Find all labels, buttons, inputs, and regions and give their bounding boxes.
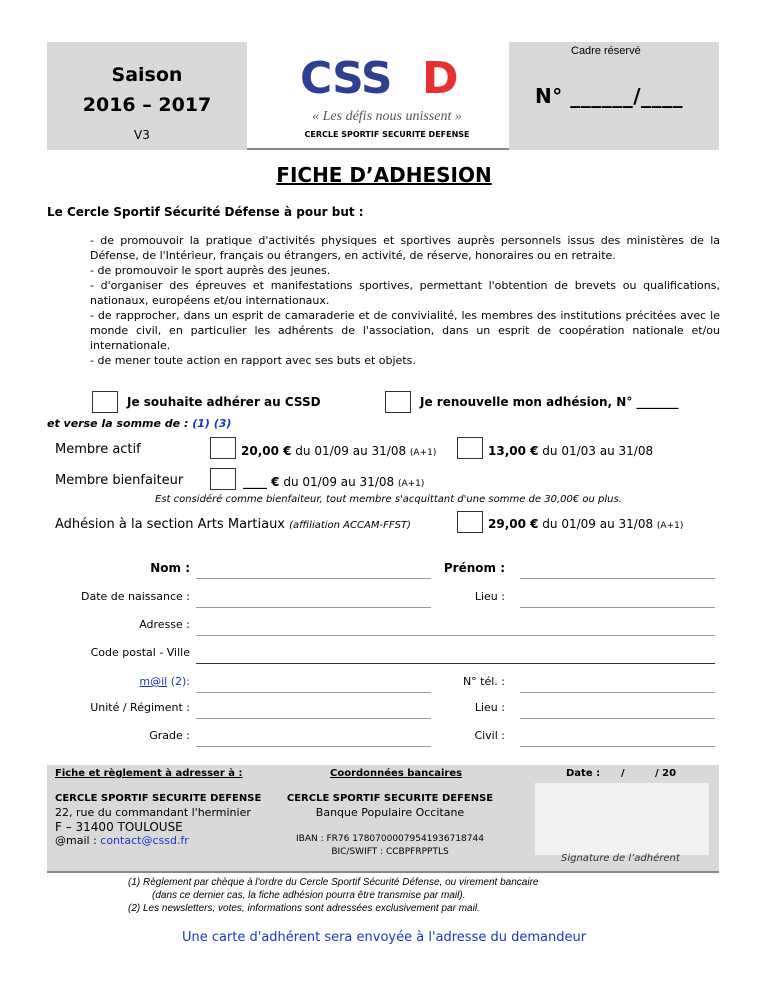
send-name: CERCLE SPORTIF SECURITE DEFENSE xyxy=(55,793,262,804)
send-mail-row xyxy=(55,834,261,848)
prenom-label: Prénom : xyxy=(443,561,505,575)
half-amount: 13,00 € xyxy=(488,444,539,458)
footnote-1: (1) Règlement par chèque à l'ordre du Cercle Sportif Sécurité Défense, ou virement bancaire xyxy=(128,877,539,888)
unit-field[interactable] xyxy=(196,718,431,719)
footnote-1b: (dans ce dernier cas, la fiche adhésion pourra être transmise par mail). xyxy=(152,890,466,901)
bank-holder: CERCLE SPORTIF SECURITE DEFENSE xyxy=(286,793,494,804)
benefactor-note: Est considéré comme bienfaiteur, tout membre s'acquittant d'une somme de 30,00€ ou plus. xyxy=(155,494,622,505)
renew-checkbox[interactable] xyxy=(385,391,411,413)
benefactor-period: du 01/09 au 31/08 xyxy=(279,475,398,489)
civil-field[interactable] xyxy=(520,746,715,747)
unit-place-field[interactable] xyxy=(520,718,715,719)
bank-header: Coordonnées bancaires xyxy=(330,768,463,779)
bank-iban: IBAN : FR76 17807000079541936718744 xyxy=(296,834,484,844)
reserved-label: Cadre réservé xyxy=(571,45,641,57)
active-member-label: Membre actif xyxy=(55,442,141,457)
svg-text:D: D xyxy=(422,55,459,100)
send-mail-label: @mail : xyxy=(55,834,101,847)
half-year-price xyxy=(488,442,653,460)
address-label: Adresse : xyxy=(139,618,190,631)
martial-arts-affiliation: (affiliation ACCAM-FFST) xyxy=(289,520,411,531)
adhere-checkbox[interactable] xyxy=(92,391,118,413)
birthplace-field[interactable] xyxy=(520,607,715,608)
season-label: Saison xyxy=(111,64,183,86)
unit-label: Unité / Régiment : xyxy=(90,701,190,714)
footnote-2: (2) Les newsletters, votes, informations sont adressées exclusivement par mail. xyxy=(128,903,480,914)
email-label xyxy=(40,675,190,688)
bank-name: Banque Populaire Occitane xyxy=(315,806,465,819)
active-amount: 20,00 € xyxy=(241,444,292,458)
motto: « Les défis nous unissent » xyxy=(312,109,462,124)
grade-field[interactable] xyxy=(196,746,431,747)
payment-refs: (1) (3) xyxy=(192,417,232,430)
intro-text: Le Cercle Sportif Sécurité Défense à pour but : xyxy=(47,205,364,219)
civil-label: Civil : xyxy=(474,729,505,742)
bank-details xyxy=(280,792,500,858)
arts-suffix: (A+1) xyxy=(656,521,684,531)
unit-place-label: Lieu : xyxy=(474,701,505,714)
signature-label: Signature de l’adhérent xyxy=(561,853,680,864)
email-field[interactable] xyxy=(196,692,431,693)
benefactor-checkbox[interactable] xyxy=(210,468,236,490)
birthdate-label: Date de naissance : xyxy=(81,590,190,603)
send-city: F – 31400 TOULOUSE xyxy=(55,820,183,834)
half-year-checkbox[interactable] xyxy=(457,437,483,459)
page-title: FICHE D’ADHESION xyxy=(276,163,492,187)
version-label: V3 xyxy=(134,128,150,142)
goals-paragraph xyxy=(90,233,720,368)
svg-text:CSS: CSS xyxy=(300,55,392,100)
send-address xyxy=(55,792,261,848)
email-ref: (2): xyxy=(167,675,190,688)
cssd-logo xyxy=(300,55,470,100)
member-number-field: N° ______/____ xyxy=(535,84,684,108)
active-member-checkbox[interactable] xyxy=(210,437,236,459)
signature-box[interactable] xyxy=(535,783,709,855)
date-sep-1: / xyxy=(621,768,625,779)
active-member-price xyxy=(241,442,436,460)
goal-item: - d'organiser des épreuves et manifestations sportives, permettant l'obtention de brevets ou qualifications, nationaux, européens et/ou internationaux. xyxy=(90,279,720,307)
bank-bic: BIC/SWIFT : CCBPFRPPTLS xyxy=(331,847,449,857)
phone-label: N° tél. : xyxy=(462,675,505,688)
active-suffix: (A+1) xyxy=(409,448,437,458)
postal-code-field[interactable] xyxy=(196,663,715,664)
goal-item: - de mener toute action en rapport avec ses buts et objets. xyxy=(90,354,416,367)
benefactor-suffix: (A+1) xyxy=(397,479,425,489)
send-header: Fiche et règlement à adresser à : xyxy=(55,768,243,779)
martial-arts-price xyxy=(488,515,683,533)
prenom-field[interactable] xyxy=(520,578,715,579)
card-notice: Une carte d'adhérent sera envoyée à l'adresse du demandeur xyxy=(181,930,587,945)
club-name: CERCLE SPORTIF SECURITE DEFENSE xyxy=(304,130,470,139)
half-period: du 01/03 au 31/08 xyxy=(538,444,654,458)
send-mail-link[interactable]: contact@cssd.fr xyxy=(100,834,189,847)
renew-label: Je renouvelle mon adhésion, N° _______ xyxy=(420,395,679,409)
nom-field[interactable] xyxy=(196,578,431,579)
martial-arts-row xyxy=(55,515,411,533)
nom-label: Nom : xyxy=(150,561,190,575)
adhere-label: Je souhaite adhérer au CSSD xyxy=(127,395,321,409)
active-period: du 01/09 au 31/08 xyxy=(291,444,410,458)
arts-amount: 29,00 € xyxy=(488,517,539,531)
footnotes xyxy=(128,876,538,915)
benefactor-amount: ____ € xyxy=(243,475,280,489)
arts-period: du 01/09 au 31/08 xyxy=(538,517,657,531)
martial-arts-checkbox[interactable] xyxy=(457,511,483,533)
postal-code-label: Code postal - Ville xyxy=(90,646,190,659)
phone-field[interactable] xyxy=(520,692,715,693)
address-field[interactable] xyxy=(196,635,715,636)
season-years: 2016 – 2017 xyxy=(82,94,212,116)
date-label: Date : xyxy=(566,768,601,779)
date-sep-2: / 20 xyxy=(655,768,677,779)
benefactor-price xyxy=(243,473,424,491)
goal-item: - de promouvoir la pratique d'activités physiques et sportives auprès personnels issus des ministères de la Défense, de l'Intérieur, français ou étrangers, en activité, de réserve, honoraires ou en retraite. xyxy=(90,234,720,262)
goal-item: - de promouvoir le sport auprès des jeunes. xyxy=(90,264,331,277)
goal-item: - de rapprocher, dans un esprit de camaraderie et de convivialité, les membres des institutions précitées avec le monde civil, en particulier les adhérents de l'association, dans un esprit de coopération nationale et/ou internationale. xyxy=(90,309,720,352)
grade-label: Grade : xyxy=(149,729,190,742)
email-link[interactable]: m@il xyxy=(139,675,168,688)
send-street: 22, rue du commandant l'herminier xyxy=(55,806,251,819)
benefactor-label: Membre bienfaiteur xyxy=(55,473,184,488)
birthdate-field[interactable] xyxy=(196,607,431,608)
payment-prefix: et verse la somme de : xyxy=(47,417,189,430)
birthplace-label: Lieu : xyxy=(474,590,505,603)
payment-intro xyxy=(47,417,231,430)
martial-arts-label: Adhésion à la section Arts Martiaux xyxy=(55,517,290,532)
